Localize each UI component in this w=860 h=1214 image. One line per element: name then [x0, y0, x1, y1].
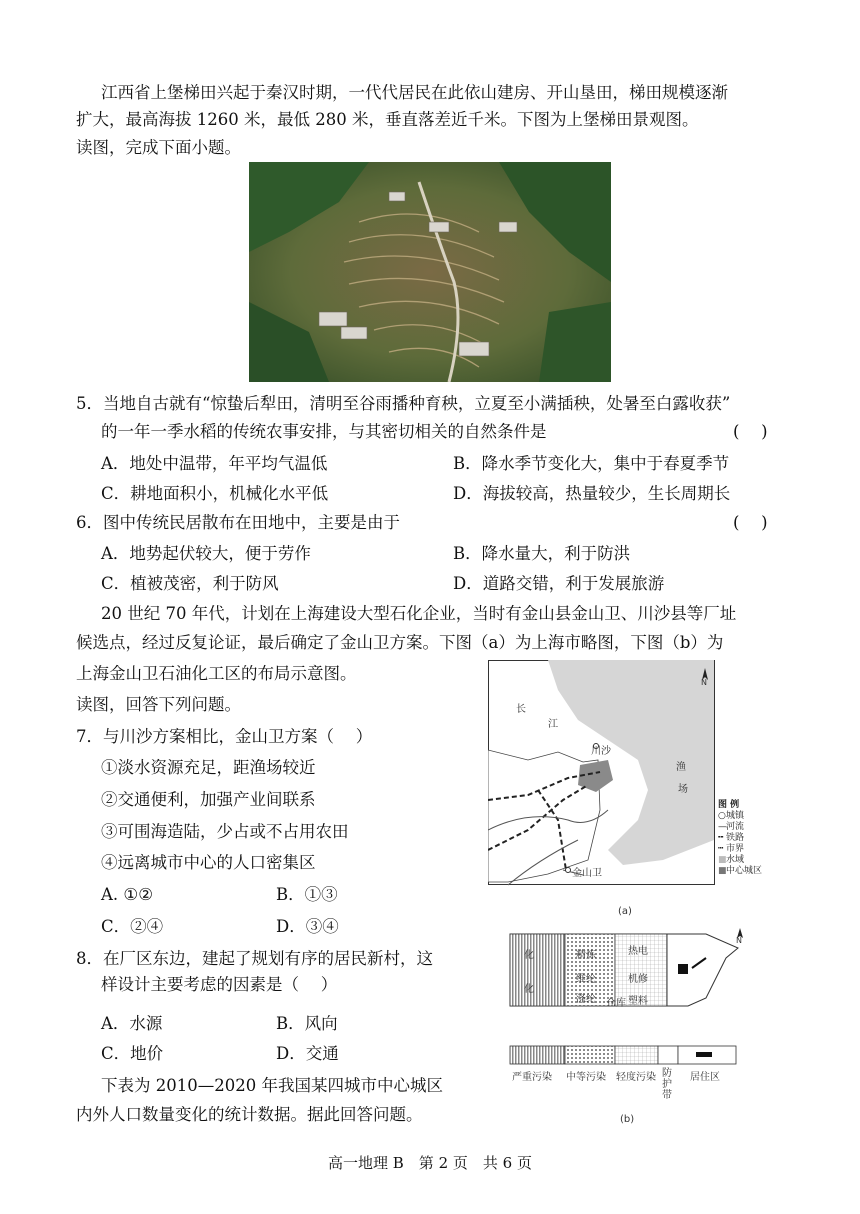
legend-item-city-boundary: ┅ 市界 [718, 844, 745, 854]
zone-redian: 热电 [628, 946, 648, 957]
page-footer: 高一地理 B 第 2 页 共 6 页 [328, 1154, 532, 1172]
q5-option-a: A．地处中温带，年平均气温低 [101, 454, 328, 473]
label-changjiang-2: 江 [548, 719, 558, 730]
q6-stem: 6．图中传统民居散布在田地中，主要是由于 [76, 513, 400, 532]
q7-option-d: D．③④ [276, 917, 339, 936]
legend-item-water: ■水域 [718, 855, 745, 865]
q7-option-c: C．②④ [101, 917, 164, 936]
label-changjiang-1: 长 [516, 704, 526, 715]
q5-answer-blank: ( ) [733, 422, 768, 441]
label-fishery-2: 场 [678, 784, 688, 795]
jinshanwei-layout-map [506, 928, 750, 1128]
legend-protective-belt: 防护带 [662, 1068, 672, 1101]
q6-option-d: D．道路交错，利于发展旅游 [453, 574, 665, 593]
q7-statement-3: ③可围海造陆，少占或不占用农田 [101, 822, 349, 841]
zone-weilian: 维纶 [576, 974, 596, 985]
legend-item-railway: ╍ 铁路 [718, 833, 745, 843]
intro1-line3: 读图，完成下面小题。 [76, 138, 241, 157]
intro2-line2: 候选点，经过反复论证，最后确定了金山卫方案。下图（a）为上海市略图，下图（b）为 [76, 633, 724, 652]
legend-item-central-city: ■中心城区 [718, 866, 763, 876]
q7-statement-4: ④远离城市中心的人口密集区 [101, 853, 316, 872]
q6-answer-blank: ( ) [733, 513, 768, 532]
q7-statement-2: ②交通便利，加强产业间联系 [101, 790, 316, 809]
zone-jixiu: 机修 [628, 974, 648, 985]
q5-option-d: D．海拔较高，热量较少，生长周期长 [453, 484, 731, 503]
q8-option-b: B．风向 [276, 1014, 338, 1033]
map-b-caption: (b) [620, 1114, 635, 1125]
label-chuansha: 川沙 [591, 746, 611, 757]
q5-option-b: B．降水季节变化大，集中于春夏季节 [453, 454, 730, 473]
zone-hua-2: 化 [524, 984, 534, 995]
q6-option-a: A．地势起伏较大，便于劳作 [101, 544, 311, 563]
q8-option-a: A．水源 [101, 1014, 163, 1033]
q7-statement-1: ①淡水资源充足，距渔场较近 [101, 758, 316, 777]
intro3-line2: 内外人口数量变化的统计数据。据此回答问题。 [76, 1105, 423, 1124]
legend-residential: 居住区 [690, 1072, 720, 1083]
zone-hua-1: 化 [524, 950, 534, 961]
q5-stem-line1: 5．当地自古就有“惊蛰后犁田，清明至谷雨播种育秧，立夏至小满插秧，处暑至白露收获” [76, 394, 731, 413]
intro2-line3: 上海金山卫石油化工区的布局示意图。 [76, 664, 357, 683]
q8-stem-line1: 8．在厂区东边，建起了规划有序的居民新村，这 [76, 949, 433, 968]
intro3-line1: 下表为 2010—2020 年我国某四城市中心城区 [101, 1076, 443, 1095]
legend-title: 图 例 [718, 800, 740, 810]
q7-stem: 7．与川沙方案相比，金山卫方案（ ） [76, 727, 373, 746]
legend-item-river: —河流 [718, 822, 745, 832]
q8-stem-line2: 样设计主要考虑的因素是（ ） [101, 975, 338, 994]
map-a-north-label: N [701, 678, 707, 687]
q5-stem-line2: 的一年一季水稻的传统农事安排，与其密切相关的自然条件是 [101, 422, 547, 441]
legend-severe-pollution: 严重污染 [512, 1072, 552, 1083]
q8-option-c: C．地价 [101, 1044, 164, 1063]
q7-option-a: A. ①② [101, 885, 153, 904]
legend-light-pollution: 轻度污染 [616, 1072, 656, 1083]
intro2-line4: 读图，回答下列问题。 [76, 695, 241, 714]
q6-option-c: C．植被茂密，利于防风 [101, 574, 279, 593]
q7-option-b: B．①③ [276, 885, 338, 904]
intro1-line1: 江西省上堡梯田兴起于秦汉时期，一代代居民在此依山建房、开山垦田，梯田规模逐渐 [101, 83, 728, 102]
label-fishery-1: 渔 [676, 762, 686, 773]
zone-jinglian: 精炼 [576, 950, 596, 961]
intro1-line2: 扩大，最高海拔 1260 米，最低 280 米，垂直落差近千米。下图为上堡梯田景观图。 [76, 110, 699, 129]
q8-option-d: D．交通 [276, 1044, 339, 1063]
map-a-caption: (a) [618, 906, 632, 917]
zone-suliao: 塑料 [628, 996, 648, 1007]
legend-item-town: ○城镇 [718, 811, 745, 821]
zone-qinglian: 涤纶 [576, 994, 596, 1005]
intro2-line1: 20 世纪 70 年代，计划在上海建设大型石化企业，当时有金山县金山卫、川沙县等厂址 [101, 604, 737, 623]
zone-cangku: 仓库 [606, 998, 626, 1009]
legend-moderate-pollution: 中等污染 [566, 1072, 606, 1083]
label-jinshanwei: 金山卫 [572, 868, 602, 879]
q5-option-c: C．耕地面积小，机械化水平低 [101, 484, 329, 503]
terrace-landscape-photo [249, 162, 611, 382]
q6-option-b: B．降水量大，利于防洪 [453, 544, 631, 563]
map-b-north-label: N [736, 936, 742, 945]
shanghai-sketch-map [488, 660, 774, 886]
map-a-legend [718, 800, 774, 877]
